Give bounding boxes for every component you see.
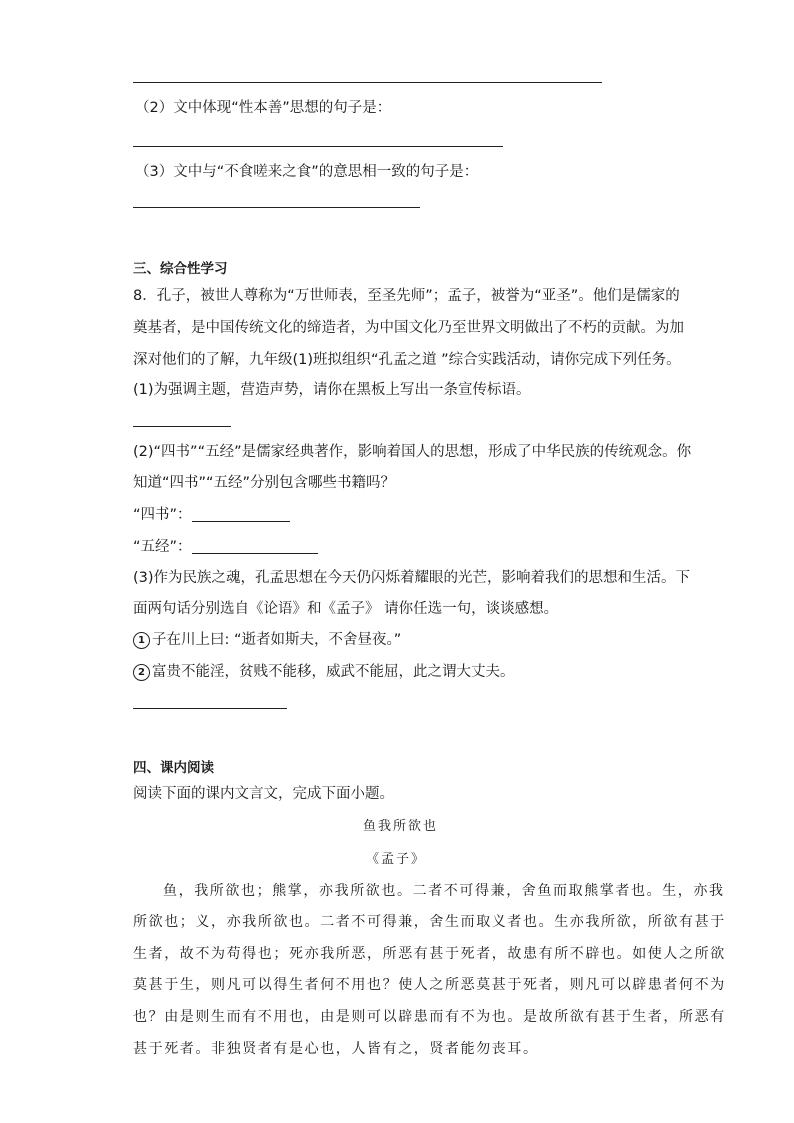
answer-line-q1[interactable] [133,82,602,83]
q8-line-1: 8．孔子，被世人尊称为“万世师表，至圣先师”；孟子，被誉为“亚圣”。他们是儒家的 [133,288,680,304]
passage-line: 鱼，我所欲也；熊掌，亦我所欲也。二者不可得兼，舍鱼而取熊掌者也。生，亦我 [163,883,725,899]
task-3-line-2: 面两句话分别选自《论语》和《孟子》 请你任选一句，谈谈感想。 [133,601,559,617]
passage-line: 莫甚于生，则凡可以得生者何不用也？使人之所恶莫甚于死者，则凡可以辟患者何不为 [133,977,726,993]
task-3-line-1: (3)作为民族之魂，孔孟思想在今天仍闪烁着耀眼的光芒，影响着我们的思想和生活。下 [133,570,691,586]
passage-line: 生者，故不为苟得也；死亦我所恶，所恶有甚于死者，故患有所不辟也。如使人之所欲 [133,946,726,962]
task-2-line-2: 知道“四书”“五经”分别包含哪些书籍吗？ [133,475,396,491]
wujing-row [133,537,318,557]
wujing-label: “五经”： [133,539,192,555]
circled-number-1: 1 [133,632,150,649]
quote-2-text: 富贵不能淫，贫贱不能移，威武不能屈，此之谓大丈夫。 [152,664,515,680]
answer-line-q3[interactable] [133,207,420,208]
sishu-label: “四书”： [133,507,192,523]
passage-author: 《孟子》 [366,852,427,867]
task-2-line-1: (2)“四书”“五经”是儒家经典著作，影响着国人的思想，形成了中华民族的传统观念。你 [133,444,692,460]
quote-1 [133,630,401,650]
circled-number-2: 2 [133,664,150,681]
quote-2 [133,662,515,682]
quote-1-text: 子在川上曰: “逝者如斯夫，不舍昼夜。” [152,632,402,648]
answer-line-task-3[interactable] [133,708,287,709]
answer-line-q2[interactable] [133,146,503,147]
sishu-row [133,505,290,525]
passage-title: 鱼我所欲也 [363,819,439,834]
section-3-title: 三、综合性学习 [133,261,228,277]
passage-line: 甚于死者。非独贤者有是心也，人皆有之，贤者能勿丧耳。 [133,1041,539,1057]
answer-line-task-1[interactable] [133,426,231,427]
sishu-answer-blank[interactable] [192,505,290,522]
passage-line: 也？由是则生而有不用也，由是则可以辟患而有不为也。是故所欲有甚于生者，所恶有 [133,1009,726,1025]
passage-line: 所欲也；义，亦我所欲也。二者不可得兼，舍生而取义者也。生亦我所欲，所欲有甚于 [133,914,726,930]
q3-prompt: （3）文中与“不食嗟来之食”的意思相一致的句子是： [135,164,479,180]
wujing-answer-blank[interactable] [192,537,318,554]
section-4-title: 四、课内阅读 [133,760,214,776]
q8-line-3: 深对他们的了解，九年级(1)班拟组织“孔孟之道 ”综合实践活动，请你完成下列任务。 [133,352,681,368]
task-1: (1)为强调主题，营造声势，请你在黑板上写出一条宣传标语。 [133,382,531,398]
q2-prompt: （2）文中体现“性本善”思想的句子是： [135,100,392,116]
section-4-instruction: 阅读下面的课内文言文，完成下面小题。 [133,786,394,802]
q8-line-2: 奠基者，是中国传统文化的缔造者，为中国文化乃至世界文明做出了不朽的贡献。为加 [133,320,684,336]
